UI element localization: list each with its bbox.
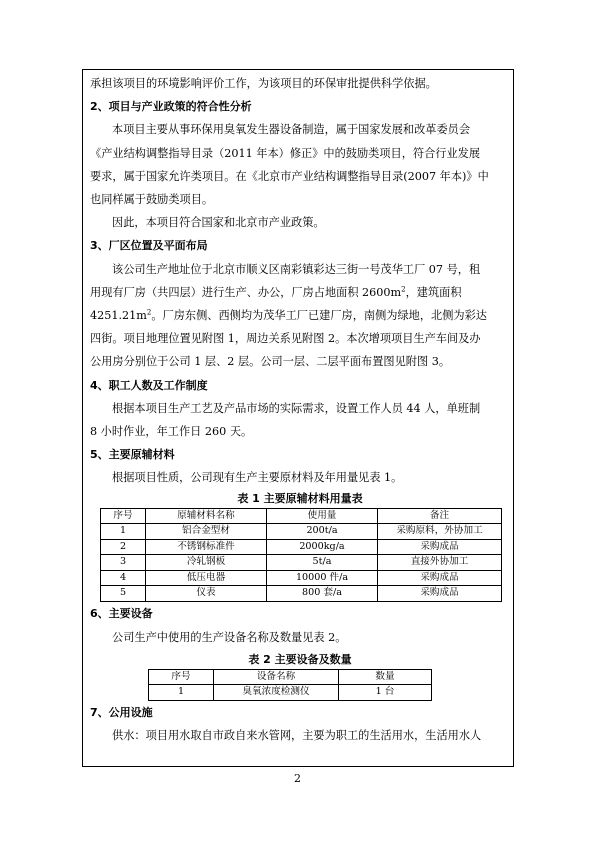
text-span: 4251.21m [90, 309, 147, 323]
table-cell: 铝合金型材 [146, 524, 267, 540]
table-header-cell: 使用量 [267, 508, 378, 524]
section-heading: 5、主要原辅材料 [90, 448, 175, 462]
table-cell: 低压电器 [146, 570, 267, 586]
paragraph-line: 8 小时作业，年工作日 260 天。 [90, 425, 253, 439]
section-heading: 4、职工人数及工作制度 [90, 378, 208, 392]
paragraph-line: 公用房分别位于公司 1 层、2 层。公司一层、二层平面布置图见附图 3。 [90, 355, 451, 369]
section-heading: 7、公用设施 [90, 705, 153, 719]
table-row [101, 555, 502, 571]
table-cell: 1 台 [339, 685, 432, 701]
paragraph-line: 根据本项目生产工艺及产品市场的实际需求，设置工作人员 44 人，单班制 [112, 401, 481, 415]
table-caption: 表 2 主要设备及数量 [248, 652, 352, 666]
table-row [101, 524, 502, 540]
table-cell: 5t/a [267, 555, 378, 571]
table-cell: 仪表 [146, 586, 267, 602]
table-header-row [101, 508, 502, 524]
table-header-row [149, 669, 432, 685]
paragraph-line [90, 281, 510, 304]
table-cell: 800 套/a [267, 586, 378, 602]
table-row [101, 570, 502, 586]
materials-table [100, 508, 502, 602]
paragraph-line: 因此，本项目符合国家和北京市产业政策。 [112, 216, 325, 230]
table-row [149, 685, 432, 701]
table-row [101, 586, 502, 602]
table-header-cell: 设备名称 [214, 669, 339, 685]
table-header-cell: 原辅材料名称 [146, 508, 267, 524]
section-heading: 3、厂区位置及平面布局 [90, 239, 208, 253]
table-cell: 5 [101, 586, 146, 602]
table-cell: 采购成品 [378, 570, 502, 586]
table-caption: 表 1 主要原辅材料用量表 [237, 491, 363, 505]
paragraph-line: 四街。项目地理位置见附图 1，周边关系见附图 2。本次增项项目生产车间及办 [90, 332, 481, 346]
table-cell: 1 [101, 524, 146, 540]
table-cell: 采购成品 [378, 539, 502, 555]
paragraph-line [90, 304, 510, 327]
paragraph-line: 根据项目性质，公司现有生产主要原材料及年用量见表 1。 [112, 471, 403, 485]
superscript: 2 [146, 308, 152, 317]
table-header-cell: 序号 [149, 669, 214, 685]
paragraph-line: 也同样属于鼓励类项目。 [90, 193, 214, 207]
text-span: 用现有厂房（共四层）进行生产、办公，厂房占地面积 2600m [90, 285, 402, 299]
page-number: 2 [294, 772, 301, 785]
superscript: 2 [401, 285, 406, 294]
table-cell: 3 [101, 555, 146, 571]
table-cell: 1 [149, 685, 214, 701]
table-cell: 200t/a [267, 524, 378, 540]
paragraph-line: 该公司生产地址位于北京市顺义区南彩镇彩达三街一号茂华工厂 07 号，租 [112, 262, 481, 276]
paragraph-line: 本项目主要从事环保用臭氧发生器设备制造，属于国家发展和改革委员会 [112, 123, 471, 137]
page-content [90, 72, 510, 747]
table-cell: 冷轧钢板 [146, 555, 267, 571]
paragraph-line: 《产业结构调整指导目录（2011 年本）修正》中的鼓励类项目，符合行业发展 [90, 146, 481, 160]
paragraph-line: 公司生产中使用的生产设备名称及数量见表 2。 [112, 630, 347, 644]
table-header-cell: 备注 [378, 508, 502, 524]
table-cell: 4 [101, 570, 146, 586]
table-cell: 不锈钢标准件 [146, 539, 267, 555]
table-header-cell: 序号 [101, 508, 146, 524]
table-cell: 采购成品 [378, 586, 502, 602]
equipment-table [148, 669, 432, 701]
table-cell: 10000 件/a [267, 570, 378, 586]
table-cell: 采购原料，外协加工 [378, 524, 502, 540]
text-span: 。厂房东侧、西侧均为茂华工厂已建厂房，南侧为绿地，北侧为彩达 [151, 309, 487, 323]
paragraph-line: 供水：项目用水取自市政自来水管网，主要为职工的生活用水，生活用水人 [112, 729, 482, 743]
section-heading: 6、主要设备 [90, 606, 153, 620]
paragraph: 承担该项目的环境影响评价工作，为该项目的环保审批提供科学依据。 [90, 77, 437, 90]
section-heading: 2、项目与产业政策的符合性分析 [90, 100, 252, 114]
table-cell: 2 [101, 539, 146, 555]
text-span: ，建筑面积 [405, 285, 462, 299]
table-cell: 臭氧浓度检测仪 [214, 685, 339, 701]
table-row [101, 539, 502, 555]
table-cell: 直接外协加工 [378, 555, 502, 571]
table-cell: 2000kg/a [267, 539, 378, 555]
table-header-cell: 数量 [339, 669, 432, 685]
paragraph-line: 要求，属于国家允许类项目。在《北京市产业结构调整指导目录(2007 年本)》中 [90, 169, 489, 183]
